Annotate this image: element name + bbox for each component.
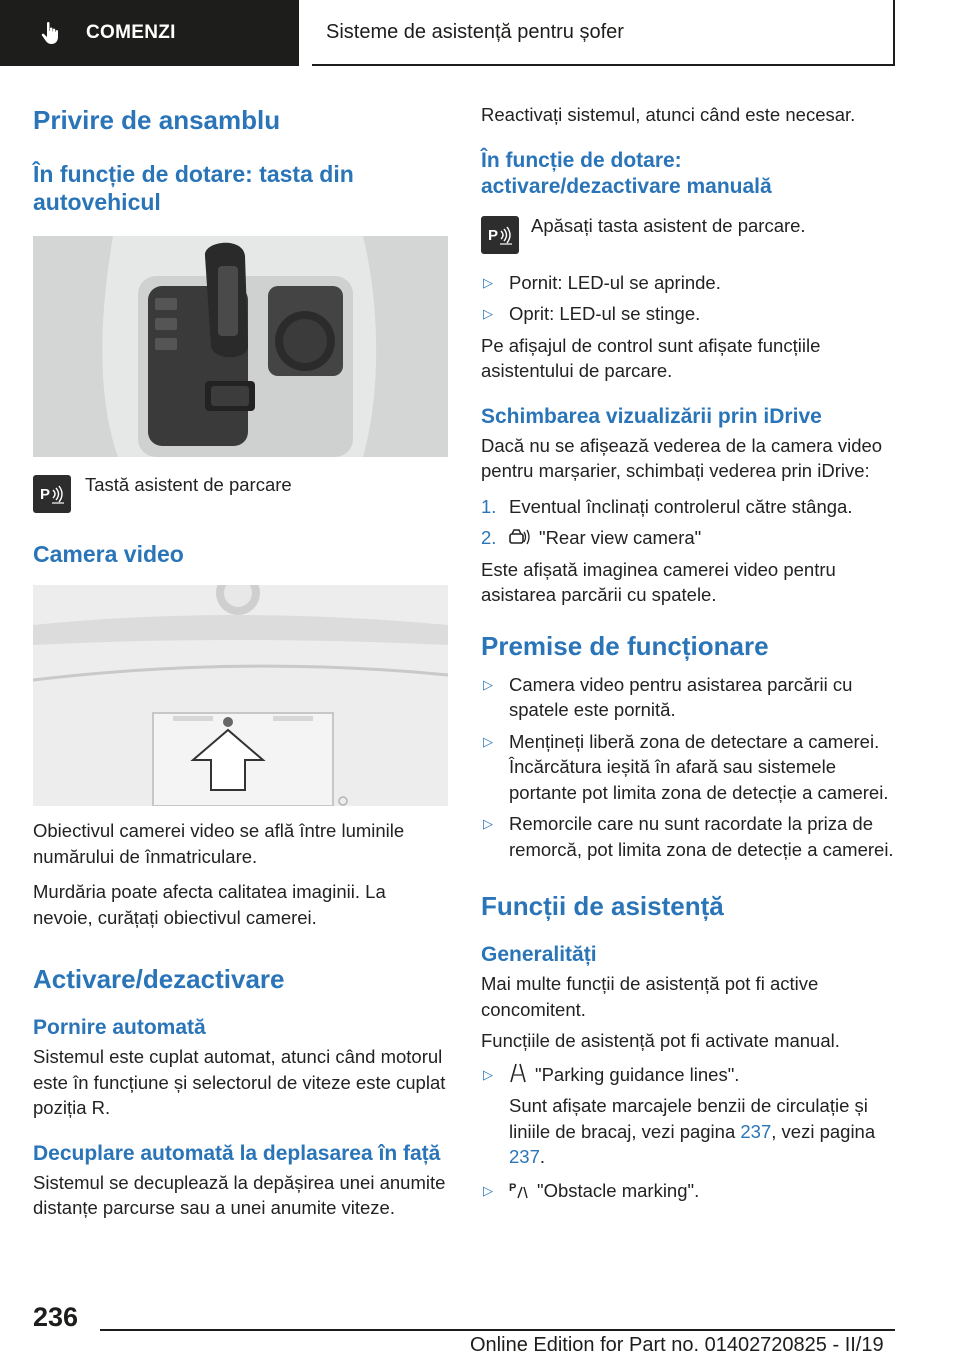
heading-assist-functions: Funcții de asistență (481, 891, 724, 921)
auto-on-text: Sistemul este cuplat automat, atunci când motorul este în funcțiune și selectorul de viteze este cuplat poziția R. (33, 1046, 446, 1118)
bullet-triangle-icon: ▷ (483, 733, 493, 749)
parking-assist-button-icon-2 (481, 216, 519, 254)
step-item: 2. "Rear view camera" (481, 527, 702, 548)
right-column (481, 96, 896, 1203)
heading-premise: Premise de funcționare (481, 630, 769, 661)
press-button-row (481, 216, 896, 254)
center-console-photo (33, 236, 448, 457)
list-item (481, 1178, 896, 1204)
svg-text:P: P (40, 486, 51, 503)
parking-assist-button-icon (33, 475, 71, 513)
rear-camera-illustration (33, 585, 448, 806)
heading-camera: Camera video (33, 541, 184, 567)
camera-paragraph-1: Obiectivul camerei video se află între luminile numărului de înmatriculare. (33, 820, 405, 867)
led-status-list (481, 270, 896, 327)
heading-manual-activation: În funcție de dotare: activare/dezactivare manuală (481, 148, 772, 198)
assist-functions-list (481, 1062, 896, 1204)
hand-pointer-icon (38, 20, 64, 46)
idrive-text: Dacă nu se afișează vederea de la camera video pentru marșarier, schimbați vederea prin iDrive: (481, 434, 883, 481)
obstacle-label: "Obstacle marking". (537, 1179, 700, 1201)
bullet-triangle-icon: ▷ (483, 676, 493, 692)
general-paragraph-1: Mai multe funcții de asistență pot fi active concomitent. (481, 973, 819, 1020)
heading-auto-off: Decuplare automată la deplasarea în față (33, 1141, 441, 1165)
page-header (0, 0, 960, 66)
list-item: ▷ Mențineți liberă zona de detectare a camerei. Încărcătura ieșită în afară sau sistemele portante pot limita zona de detecție a camerei. (483, 730, 889, 803)
guidance-description: Sunt afișate marcajele benzii de circulație și liniile de bracaj, vezi pagina 237, vezi pagina 237. (509, 1095, 876, 1167)
list-item: ▷ Camera video pentru asistarea parcării cu spatele este pornită. (483, 673, 853, 720)
left-column (33, 96, 448, 1221)
list-item (481, 1062, 896, 1170)
button-caption-row (33, 475, 448, 513)
general-paragraph-2: Funcțiile de asistență pot fi activate manual. (481, 1030, 840, 1051)
press-button-text: Apăsați tasta asistent de parcare. (531, 214, 806, 236)
heading-button-in-vehicle: În funcție de dotare: tasta din autovehicul (33, 161, 354, 215)
section-title: Sisteme de asistență pentru șofer (312, 0, 895, 66)
list-item: ▷ Remorcile care nu sunt racordate la priza de remorcă, pot limita zona de detecție a camerei. (483, 813, 894, 860)
camera-paragraph-2: Murdăria poate afecta calitatea imaginii. La nevoie, curățați obiectivul camerei. (33, 881, 386, 928)
page-link-237[interactable]: 237 (740, 1120, 772, 1142)
parking-guidance-lines-icon (509, 1063, 527, 1083)
reactivate-text: Reactivați sistemul, atunci când este necesar. (481, 104, 856, 125)
list-item: ▷ Oprit: LED-ul se stinge. (481, 301, 896, 327)
heading-general: Generalități (481, 943, 597, 966)
page-number: 236 (33, 1302, 79, 1332)
chapter-tab-label: COMENZI (86, 22, 176, 43)
heading-auto-on: Pornire automată (33, 1016, 206, 1039)
button-caption: Tastă asistent de parcare (85, 474, 292, 495)
bullet-triangle-icon: ▷ (483, 274, 493, 290)
heading-activation: Activare/dezactivare (33, 964, 285, 994)
bullet-triangle-icon: ▷ (483, 306, 493, 321)
premise-list (481, 672, 896, 863)
obstacle-marking-icon (509, 1179, 529, 1199)
step-item: 1. Eventual înclinați controlerul către stânga. (481, 495, 853, 517)
auto-off-text: Sistemul se decuplează la depășirea unei anumite distanțe parcurse sau a unei anumite viteze. (33, 1171, 446, 1218)
image-display-text: Este afișată imaginea camerei video pentru asistarea parcării cu spatele. (481, 558, 836, 605)
svg-text:P: P (488, 226, 499, 244)
console-illustration (33, 236, 448, 457)
bullet-triangle-icon: ▷ (483, 1182, 493, 1198)
heading-overview: Privire de ansamblu (33, 105, 281, 135)
footer-divider (100, 1329, 895, 1331)
svg-text:P: P (509, 1181, 517, 1194)
list-item: ▷ Pornit: LED-ul se aprinde. (481, 270, 896, 296)
guidance-label: "Parking guidance lines". (535, 1063, 740, 1085)
rear-view-camera-icon (509, 528, 531, 546)
display-text: Pe afișajul de control sunt afișate funcțiile asistentului de parcare. (481, 334, 821, 381)
idrive-steps (481, 494, 896, 551)
heading-idrive: Schimbarea vizualizării prin iDrive (481, 404, 822, 428)
edition-text: Online Edition for Part no. 01402720825 - II/19 (470, 1334, 884, 1356)
bullet-triangle-icon: ▷ (483, 816, 493, 831)
bullet-triangle-icon: ▷ (483, 1066, 493, 1082)
page-link-237-2[interactable]: 237 (509, 1146, 540, 1167)
rear-camera-photo (33, 585, 448, 806)
chapter-tab[interactable] (0, 0, 299, 66)
